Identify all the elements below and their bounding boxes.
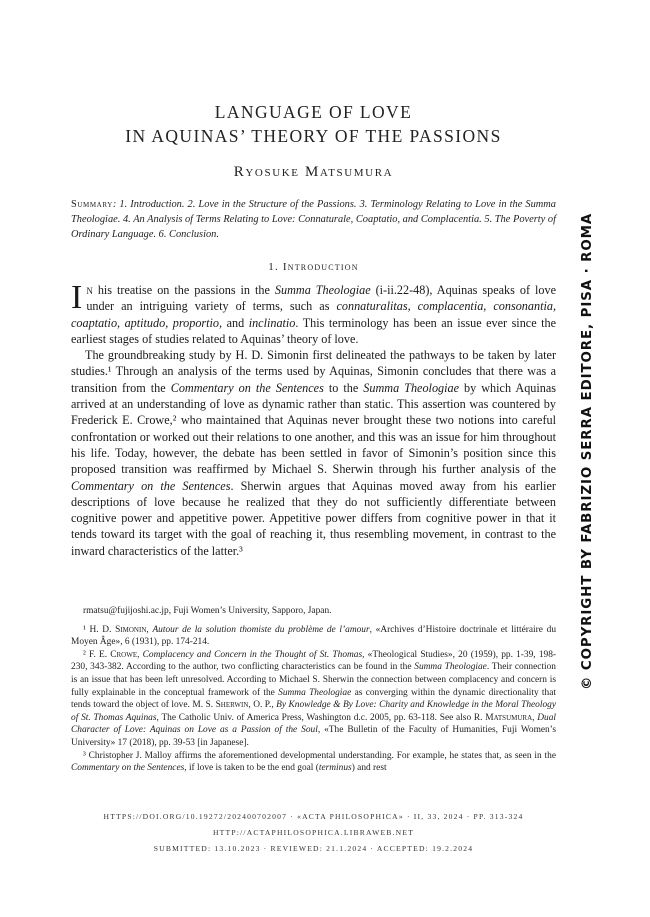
footnote-2: ² F. E. Crowe, Complacency and Concern in the Thought of St. Thomas, «Theological Studies», 20 (1959), pp. 1-39, 198-230, 343-382. According to the author, two conflicting characteristics can be found in the Summa Theologiae. Their connection is an issue that has been left unresolved. According to Michael S. Sherwin the connection between complacency and concern is fully explainable in the conceptual framework of the Summa Theologiae as converging within the dynamic directionality that tends toward the object of love. M. S. Sherwin, O. P., By Knowledge & By Love: Charity and Knowledge in the Moral Theology of St. Thomas Aquinas, The Catholic Univ. of America Press, Washington d.c. 2005, pp. 63-118. See also R. Matsumura, Dual Character of Love: Aquinas on Love as a Passion of the Soul, «The Bulletin of the Faculty of Humanities, Fuji Women’s University» 17 (2018), pp. 39-53 [in Japanese]. <box>71 649 557 748</box>
footnote-1: ¹ H. D. Simonin, Autour de la solution thomiste du problème de l’amour, «Archives d’Histoire doctrinale et littéraire du Moyen Âge», 6 (1931), pp. 174-214. <box>71 624 557 648</box>
paragraph-2: The groundbreaking study by H. D. Simonin first delineated the pathways to be taken by later studies.¹ Through an analysis of the terms used by Aquinas, Simonin concludes that there was a transition from the Commentary on the Sentences to the Summa Theologiae by which Aquinas arrived at an understanding of love as dynamic rather than static. This assertion was countered by Frederick E. Crowe,² who maintained that Aquinas never brought these two notions into careful confrontation or worked out their relations to one another, and this was an issue for him throughout his life. Today, however, the debate has been settled in favor of Simonin’s position since this proposed transition was reaffirmed by Michael S. Sherwin through his further analysis of the Commentary on the Sentences. Sherwin argues that Aquinas moved away from his earlier descriptions of love because he realized that they do not sufficiently differentiate between cognitive power and appetitive power. Appetitive power differs from cognitive power in that it tends toward its target with the goal of reaching it, thus resembling movement, in contrast to the inward characteristics of the latter.³ <box>71 348 557 558</box>
summary <box>71 197 556 242</box>
drop-cap: I <box>71 279 83 316</box>
author-name: Ryosuke Matsumura <box>233 164 394 180</box>
footer-doi-line: HTTPS://DOI.ORG/10.19272/202400702007 · «ACTA PHILOSOPHICA» · II, 33, 2024 · PP. 313-324 <box>103 812 524 821</box>
title-line-2: IN AQUINAS’ THEORY OF THE PASSIONS <box>125 126 502 146</box>
section-heading: 1. Introduction <box>268 261 359 273</box>
copyright-notice: © COPYRIGHT BY FABRIZIO SERRA EDITORE, PISA · ROMA <box>580 212 595 690</box>
footer-url-link[interactable]: HTTP://ACTAPHILOSOPHICA.LIBRAWEB.NET <box>212 828 415 837</box>
title-line-1: LANGUAGE OF LOVE <box>214 102 413 122</box>
summary-text: : 1. Introduction. 2. Love in the Structure of the Passions. 3. Terminology Relating to Love in the Summa Theologiae. 4. An Analysis of Terms Relating to Love: Connaturale, Coaptatio, and Complacentia. 5. The Poverty of Ordinary Language. 6. Conclusion. <box>71 199 556 240</box>
paragraph-1: In his treatise on the passions in the Summa Theologiae (i-ii.22-48), Aquinas speaks of love under an intriguing variety of terms, such as connaturalitas, complacentia, consonantia, coaptatio, aptitudo, proportio, and inclinatio. This terminology has been an issue ever since the earliest stages of studies related to Aquinas’ theory of love. <box>71 279 556 346</box>
body-text <box>71 279 557 559</box>
footnote-3: ³ Christopher J. Malloy affirms the aforementioned developmental understanding. For example, he states that, as seen in the Commentary on the Sentences, if love is taken to be the end goal (terminus) and rest <box>71 750 556 774</box>
footer-dates: SUBMITTED: 13.10.2023 · REVIEWED: 21.1.2024 · ACCEPTED: 19.2.2024 <box>153 844 474 853</box>
author-email-note: rmatsu@fujijoshi.ac.jp, Fuji Women’s University, Sapporo, Japan. <box>83 606 332 616</box>
footnotes <box>71 605 556 775</box>
summary-label: Summary <box>71 199 113 210</box>
